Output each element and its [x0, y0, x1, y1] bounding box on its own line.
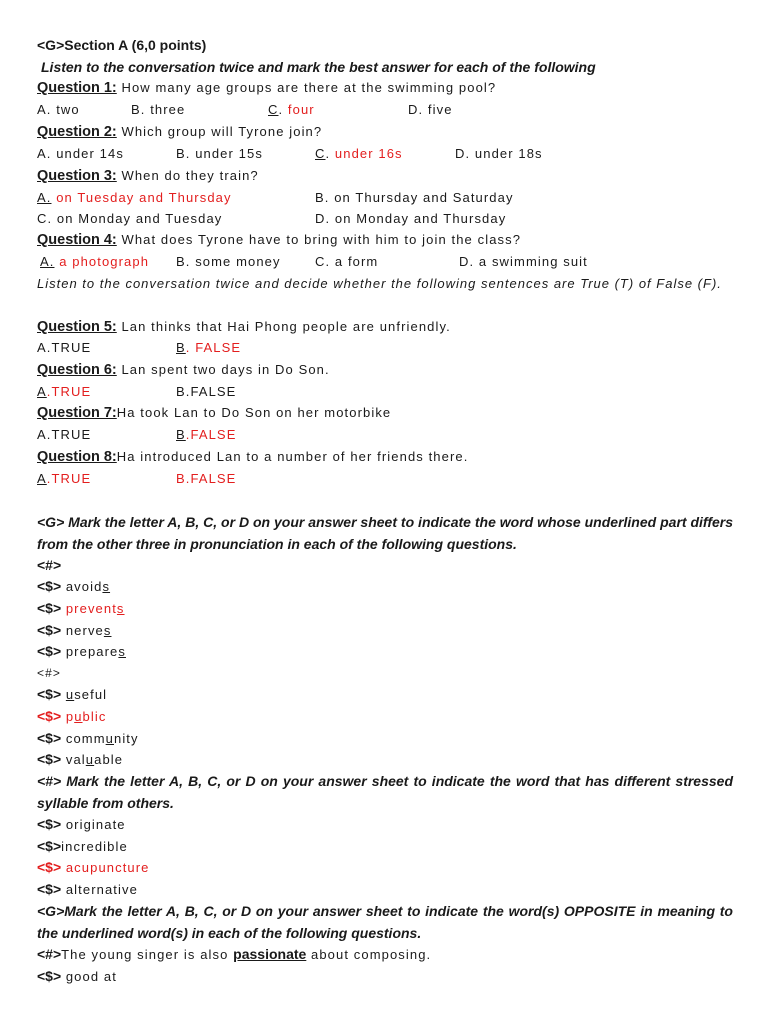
q4-option-c: C. a form [315, 254, 379, 269]
pron-g1-option-4: <$> prepares [37, 643, 126, 659]
pron-g2-option-1: <$> useful [37, 686, 108, 702]
q8-option-b: B.FALSE [176, 471, 237, 486]
opposite-option-1: <$> good at [37, 968, 117, 984]
question-1: Question 1: How many age groups are there at the swimming pool? [37, 80, 497, 96]
q4-option-a: A. a photograph [40, 254, 150, 269]
pron-g2-option-2: <$> public [37, 708, 107, 724]
pronunciation-group-1-marker: <#> [37, 557, 62, 573]
question-4: Question 4: What does Tyrone have to bring with him to join the class? [37, 232, 522, 248]
stress-instruction: <#> Mark the letter A, B, C, or D on your answer sheet to indicate the word that has different stressed syllable from others. [37, 773, 733, 811]
pron-g1-option-2: <$> prevents [37, 600, 125, 616]
pronunciation-instruction: <G> Mark the letter A, B, C, or D on your answer sheet to indicate the word whose underlined part differs from the other three in pronunciation in each of the following questions. [37, 514, 733, 552]
stress-option-3: <$> acupuncture [37, 859, 150, 875]
q6-option-b: B.FALSE [176, 384, 237, 399]
q5-option-b: B. FALSE [176, 340, 242, 355]
q2-option-d: D. under 18s [455, 146, 543, 161]
q5-option-a: A.TRUE [37, 340, 92, 355]
q3-option-a: A. on Tuesday and Thursday [37, 190, 232, 205]
q3-option-b: B. on Thursday and Saturday [315, 190, 514, 205]
stress-option-1: <$> originate [37, 816, 126, 832]
pron-g1-option-1: <$> avoids [37, 578, 111, 594]
q3-option-d: D. on Monday and Thursday [315, 211, 507, 226]
q8-option-a: A.TRUE [37, 471, 92, 486]
q6-option-a: A.TRUE [37, 384, 92, 399]
q1-option-a: A. two [37, 102, 80, 117]
q4-option-b: B. some money [176, 254, 281, 269]
q2-option-b: B. under 15s [176, 146, 263, 161]
q7-option-a: A.TRUE [37, 427, 92, 442]
pronunciation-group-2-marker: <#> [37, 666, 61, 680]
question-3: Question 3: When do they train? [37, 168, 259, 184]
q2-option-a: A. under 14s [37, 146, 124, 161]
pron-g2-option-3: <$> community [37, 730, 139, 746]
q7-option-b: B.FALSE [176, 427, 237, 442]
opposite-instruction: <G>Mark the letter A, B, C, or D on your answer sheet to indicate the word(s) OPPOSITE in meaning to the underlined word(s) in each of the following questions. [37, 903, 733, 941]
question-8: Question 8:Ha introduced Lan to a number of her friends there. [37, 449, 469, 465]
question-5: Question 5: Lan thinks that Hai Phong people are unfriendly. [37, 319, 451, 335]
question-7: Question 7:Ha took Lan to Do Son on her motorbike [37, 405, 392, 421]
q3-option-c: C. on Monday and Tuesday [37, 211, 223, 226]
pron-g1-option-3: <$> nerves [37, 622, 112, 638]
q2-option-c: C. under 16s [315, 146, 403, 161]
q4-option-d: D. a swimming suit [459, 254, 588, 269]
pron-g2-option-4: <$> valuable [37, 751, 124, 767]
q1-option-b: B. three [131, 102, 186, 117]
q1-option-c: C. four [268, 102, 315, 117]
section-title: <G>Section A (6,0 points) [37, 37, 207, 53]
question-2: Question 2: Which group will Tyrone join? [37, 124, 323, 140]
section-instruction: Listen to the conversation twice and mark the best answer for each of the following [41, 59, 596, 75]
stress-option-4: <$> alternative [37, 881, 138, 897]
q1-option-d: D. five [408, 102, 453, 117]
true-false-instruction: Listen to the conversation twice and decide whether the following sentences are True (T) of False (F). [37, 276, 722, 291]
opposite-question: <#>The young singer is also passionate about composing. [37, 946, 432, 962]
stress-option-2: <$>incredible [37, 838, 128, 854]
question-6: Question 6: Lan spent two days in Do Son. [37, 362, 330, 378]
